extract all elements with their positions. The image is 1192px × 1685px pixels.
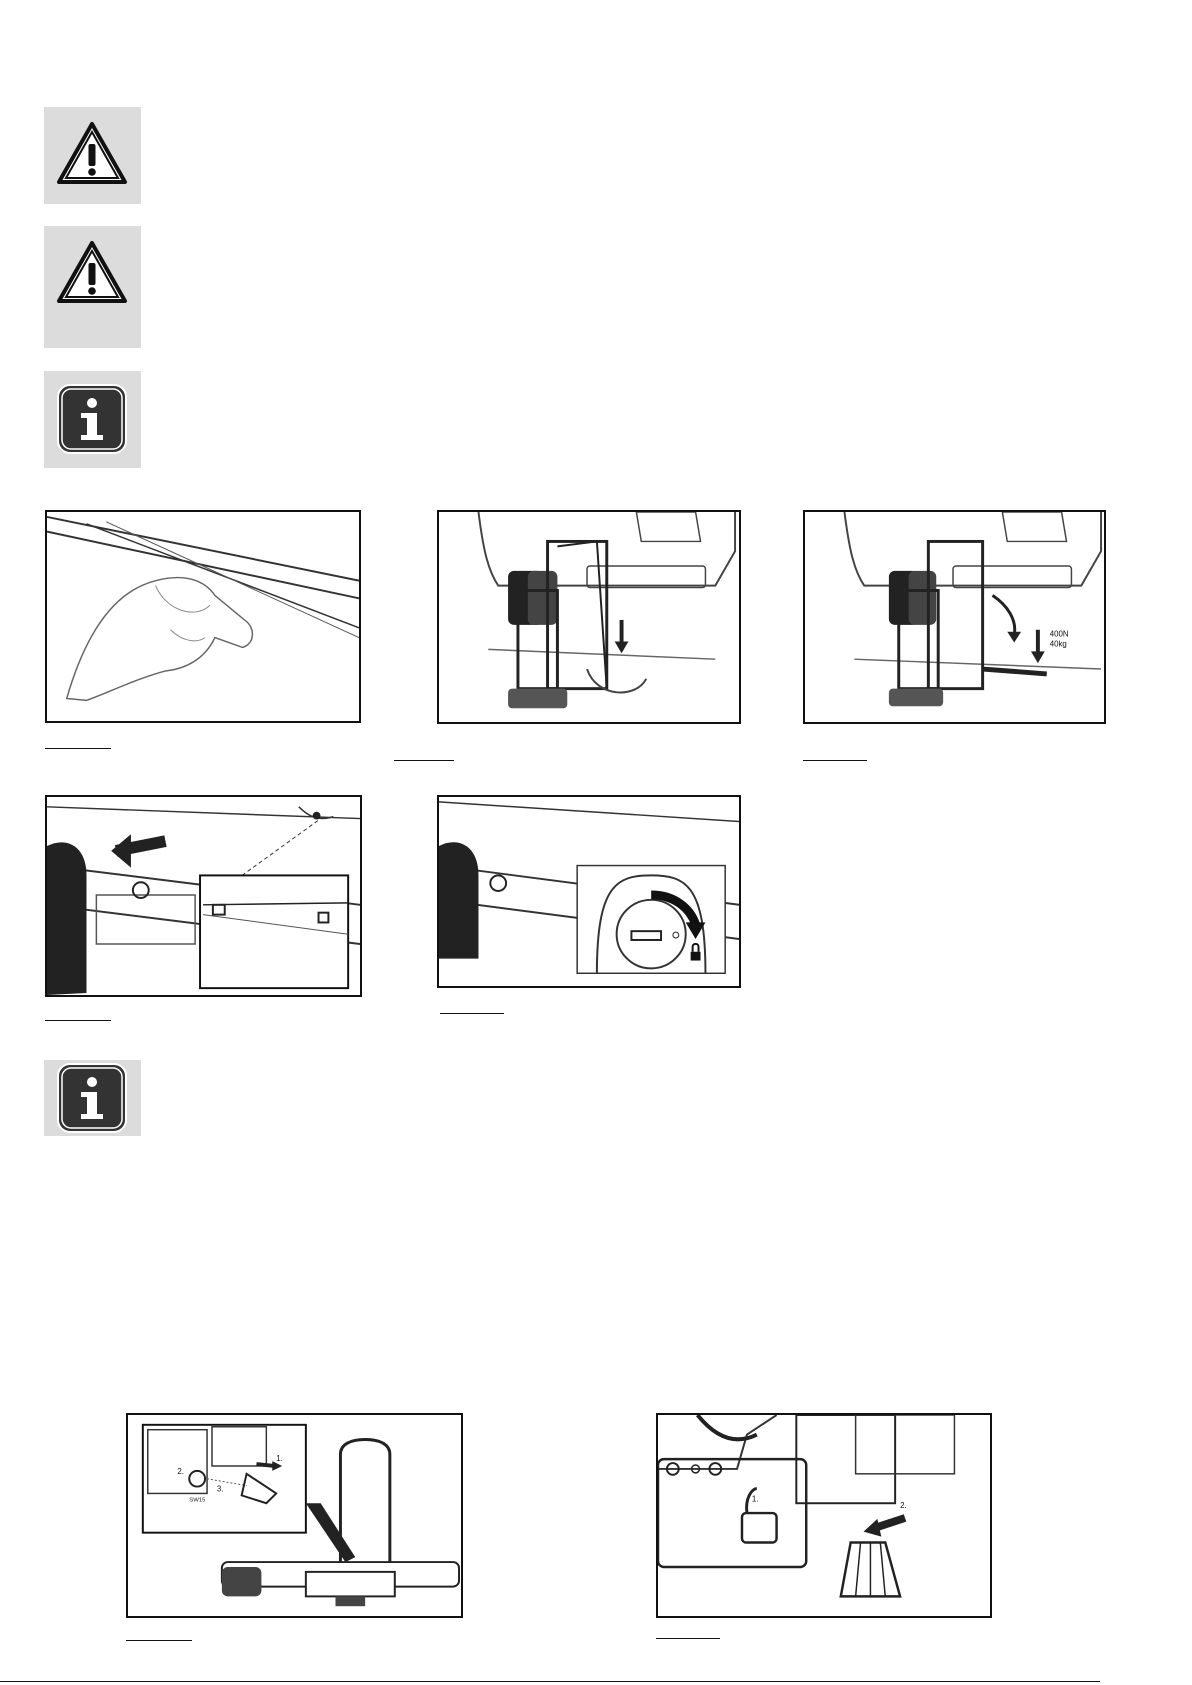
figure-8-knob-attach bbox=[656, 1413, 992, 1618]
footer-rule bbox=[0, 1681, 1100, 1682]
figure-4-caption-line bbox=[45, 1020, 111, 1021]
figure-4-slide-check bbox=[45, 795, 362, 997]
warning-icon bbox=[56, 119, 128, 191]
figure-7-carrier-detail bbox=[126, 1413, 463, 1618]
warning-box-2 bbox=[44, 226, 141, 348]
info-icon bbox=[56, 1062, 128, 1134]
figure-5-lock-key bbox=[437, 795, 741, 988]
figure-2-carrier-mount bbox=[437, 510, 741, 724]
figure-3-carrier-load bbox=[803, 510, 1106, 724]
figure-3-caption-line bbox=[803, 760, 867, 761]
load-label-newton: 400N bbox=[1049, 629, 1069, 639]
fig7-step-2: 2. bbox=[177, 1466, 184, 1476]
info-box-1 bbox=[44, 371, 141, 468]
warning-icon bbox=[56, 238, 128, 310]
figure-1-caption-line bbox=[45, 748, 111, 749]
fig7-step-3: 3. bbox=[216, 1484, 224, 1494]
figure-2-caption-line bbox=[394, 760, 454, 761]
figure-8-caption-line bbox=[656, 1638, 720, 1639]
figure-1-hand-bumper bbox=[45, 510, 361, 723]
fig7-step-1: 1. bbox=[276, 1454, 283, 1464]
load-label-kg: 40kg bbox=[1049, 639, 1067, 649]
warning-box-1 bbox=[44, 107, 141, 204]
figure-5-caption-line bbox=[440, 1013, 504, 1014]
fig7-wrench-size: SW15 bbox=[189, 1497, 206, 1504]
info-box-2 bbox=[44, 1060, 141, 1136]
figure-7-caption-line bbox=[126, 1640, 192, 1641]
fig8-step-2: 2. bbox=[900, 1501, 907, 1511]
info-icon bbox=[56, 383, 128, 455]
fig8-step-1: 1. bbox=[751, 1494, 759, 1504]
